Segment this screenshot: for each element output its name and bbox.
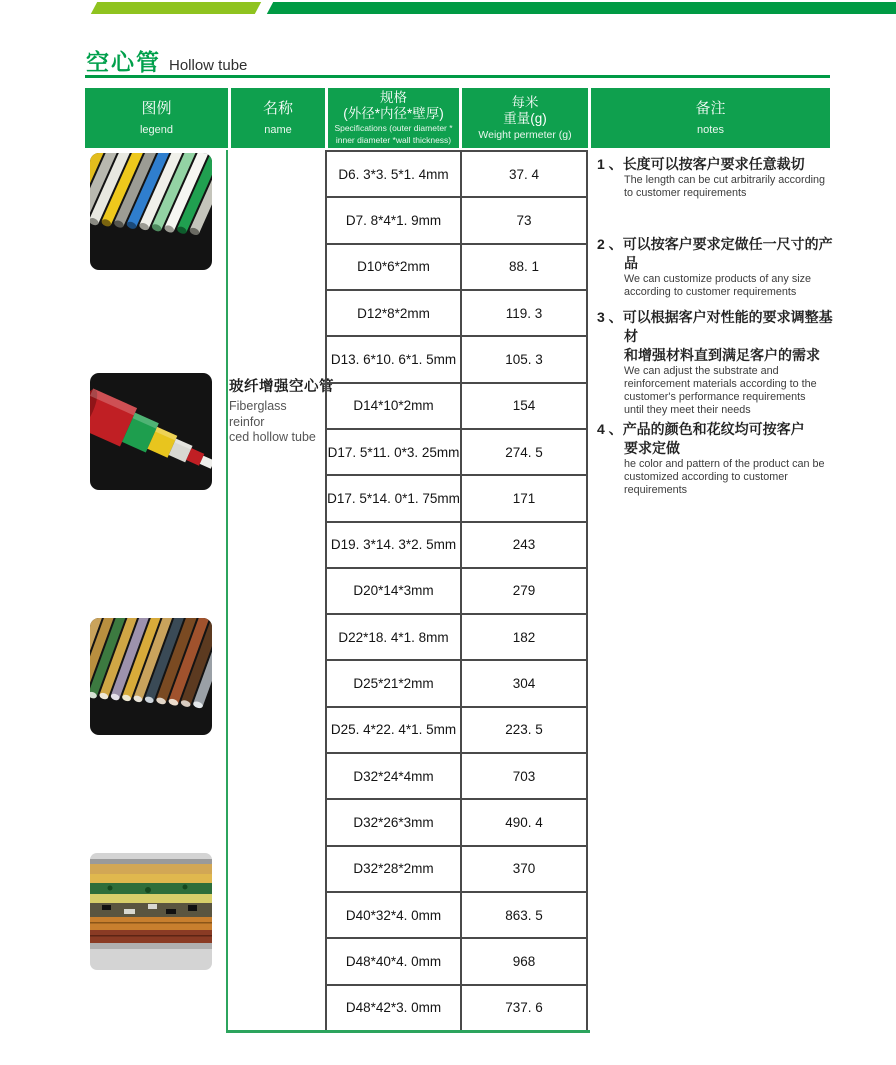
table-bottom-border — [226, 1030, 590, 1033]
weight-cell: 223. 5 — [462, 708, 588, 752]
table-row — [325, 521, 588, 567]
product-name-cn: 玻纤增强空心管 — [229, 379, 334, 395]
note-en-line: We can adjust the substrate and — [624, 364, 779, 377]
note-cn-line: 1 、长度可以按客户要求任意裁切 — [597, 156, 805, 172]
page-title — [86, 44, 247, 77]
top-bar-dark-green — [267, 2, 896, 14]
table-row — [325, 243, 588, 289]
legend-name-divider — [226, 150, 228, 1032]
note-cn-line: 3 、可以根据客户对性能的要求调整基材 — [597, 309, 833, 344]
spec-cell: D25. 4*22. 4*1. 5mm — [325, 708, 462, 752]
note-cn-line: 要求定做 — [624, 439, 680, 456]
spec-cell: D32*24*4mm — [325, 754, 462, 798]
weight-cell: 274. 5 — [462, 430, 588, 474]
weight-cell: 105. 3 — [462, 337, 588, 381]
product-name-en — [229, 399, 324, 446]
header-name-en: name — [264, 123, 292, 136]
spec-cell: D48*40*4. 0mm — [325, 939, 462, 983]
note-en-line: customized according to customer requirements — [624, 470, 788, 496]
table-row — [325, 289, 588, 335]
header-cell-weight — [462, 88, 588, 148]
table-row — [325, 567, 588, 613]
table-row — [325, 613, 588, 659]
stacked-pattern-tubes-image — [90, 853, 212, 970]
spec-cell: D10*6*2mm — [325, 245, 462, 289]
header-weight-en: Weight permeter (g) — [478, 129, 572, 142]
weight-cell: 88. 1 — [462, 245, 588, 289]
weight-cell: 863. 5 — [462, 893, 588, 937]
header-notes-cn: 备注 — [695, 100, 726, 118]
table-row — [325, 150, 588, 196]
page-title-cn: 空心管 — [86, 49, 161, 75]
header-cell-spec — [328, 88, 459, 148]
product-name-cell — [229, 375, 334, 446]
note-item — [597, 420, 840, 497]
weight-cell: 279 — [462, 569, 588, 613]
note-item — [597, 235, 840, 299]
table-row — [325, 382, 588, 428]
spec-cell: D12*8*2mm — [325, 291, 462, 335]
table-row — [325, 845, 588, 891]
weight-cell: 737. 6 — [462, 986, 588, 1030]
note-en-line: We can customize products of any size — [624, 272, 812, 285]
note-item — [597, 308, 840, 416]
table-row — [325, 984, 588, 1030]
colored-fiberglass-tubes-image — [90, 153, 212, 270]
spec-cell: D19. 3*14. 3*2. 5mm — [325, 523, 462, 567]
table-row — [325, 798, 588, 844]
header-cell-legend — [85, 88, 228, 148]
page-title-en: Hollow tube — [169, 57, 248, 74]
weight-cell: 243 — [462, 523, 588, 567]
header-cell-name — [231, 88, 325, 148]
header-spec-en2: inner diameter *wall thickness) — [335, 135, 452, 146]
weight-cell: 968 — [462, 939, 588, 983]
weight-cell: 73 — [462, 198, 588, 242]
header-legend-cn: 图例 — [141, 100, 172, 118]
weight-cell: 171 — [462, 476, 588, 520]
header-cell-notes — [591, 88, 830, 148]
weight-cell: 119. 3 — [462, 291, 588, 335]
spec-cell: D25*21*2mm — [325, 661, 462, 705]
spec-cell: D13. 6*10. 6*1. 5mm — [325, 337, 462, 381]
table-row — [325, 706, 588, 752]
note-number: 1 、 — [597, 156, 623, 172]
product-name-en-line: ced hollow tube — [229, 430, 316, 445]
note-en-line: customer's performance requirements — [624, 390, 806, 403]
spec-cell: D20*14*3mm — [325, 569, 462, 613]
weight-cell: 182 — [462, 615, 588, 659]
spec-weight-grid — [325, 150, 588, 1030]
header-weight-cn2: 重量(g) — [503, 111, 547, 126]
note-en-line: until they meet their needs — [624, 403, 751, 416]
table-row — [325, 891, 588, 937]
note-cn-line: 2 、可以按客户要求定做任一尺寸的产品 — [597, 236, 833, 271]
header-spec-en1: Specifications (outer diameter * — [334, 123, 453, 134]
note-en-line: reinforcement materials according to the — [624, 377, 817, 390]
table-row — [325, 196, 588, 242]
header-notes-en: notes — [697, 123, 724, 136]
weight-cell: 703 — [462, 754, 588, 798]
spec-cell: D14*10*2mm — [325, 384, 462, 428]
table-row — [325, 428, 588, 474]
table-row — [325, 752, 588, 798]
weight-cell: 304 — [462, 661, 588, 705]
spec-cell: D32*28*2mm — [325, 847, 462, 891]
note-cn-line: 和增强材料直到满足客户的需求 — [624, 346, 820, 363]
note-en-line: he color and pattern of the product can be — [624, 457, 825, 470]
weight-cell: 490. 4 — [462, 800, 588, 844]
note-number: 3 、 — [597, 309, 623, 325]
header-spec-cn2: (外径*内径*壁厚) — [343, 106, 444, 122]
note-cn-line: 4 、产品的颜色和花纹均可按客户 — [597, 421, 805, 437]
spec-cell: D17. 5*11. 0*3. 25mm — [325, 430, 462, 474]
spec-cell: D7. 8*4*1. 9mm — [325, 198, 462, 242]
note-item — [597, 155, 840, 200]
header-name-cn: 名称 — [262, 100, 293, 118]
spec-cell: D32*26*3mm — [325, 800, 462, 844]
note-en-line: The length can be cut arbitrarily according — [624, 173, 826, 186]
note-en-line: according to customer requirements — [624, 285, 797, 298]
spec-cell: D17. 5*14. 0*1. 75mm — [325, 476, 462, 520]
legend-image-colored-tubes — [90, 153, 212, 270]
table-row — [325, 474, 588, 520]
table-row — [325, 335, 588, 381]
wood-pattern-tubes-image — [90, 618, 212, 735]
weight-cell: 370 — [462, 847, 588, 891]
note-number: 2 、 — [597, 236, 623, 252]
note-en-line: to customer requirements — [624, 186, 747, 199]
legend-image-telescopic-tubes — [90, 373, 212, 490]
spec-cell: D6. 3*3. 5*1. 4mm — [325, 152, 462, 196]
spec-cell: D22*18. 4*1. 8mm — [325, 615, 462, 659]
legend-image-wood-tubes — [90, 618, 212, 735]
table-row — [325, 659, 588, 705]
weight-cell: 154 — [462, 384, 588, 428]
telescopic-tubes-image — [90, 373, 212, 490]
top-bar-light-green — [91, 2, 261, 14]
product-name-en-line: Fiberglass reinfor — [229, 399, 287, 429]
legend-image-stacked-tubes — [90, 853, 212, 970]
note-number: 4 、 — [597, 421, 623, 437]
spec-cell: D48*42*3. 0mm — [325, 986, 462, 1030]
header-spec-cn1: 规格 — [380, 90, 407, 106]
header-weight-cn1: 每米 — [511, 94, 539, 110]
title-underline — [85, 75, 830, 78]
spec-cell: D40*32*4. 0mm — [325, 893, 462, 937]
notes-column — [597, 150, 840, 1032]
table-row — [325, 937, 588, 983]
header-legend-en: legend — [139, 123, 174, 136]
weight-cell: 37. 4 — [462, 152, 588, 196]
